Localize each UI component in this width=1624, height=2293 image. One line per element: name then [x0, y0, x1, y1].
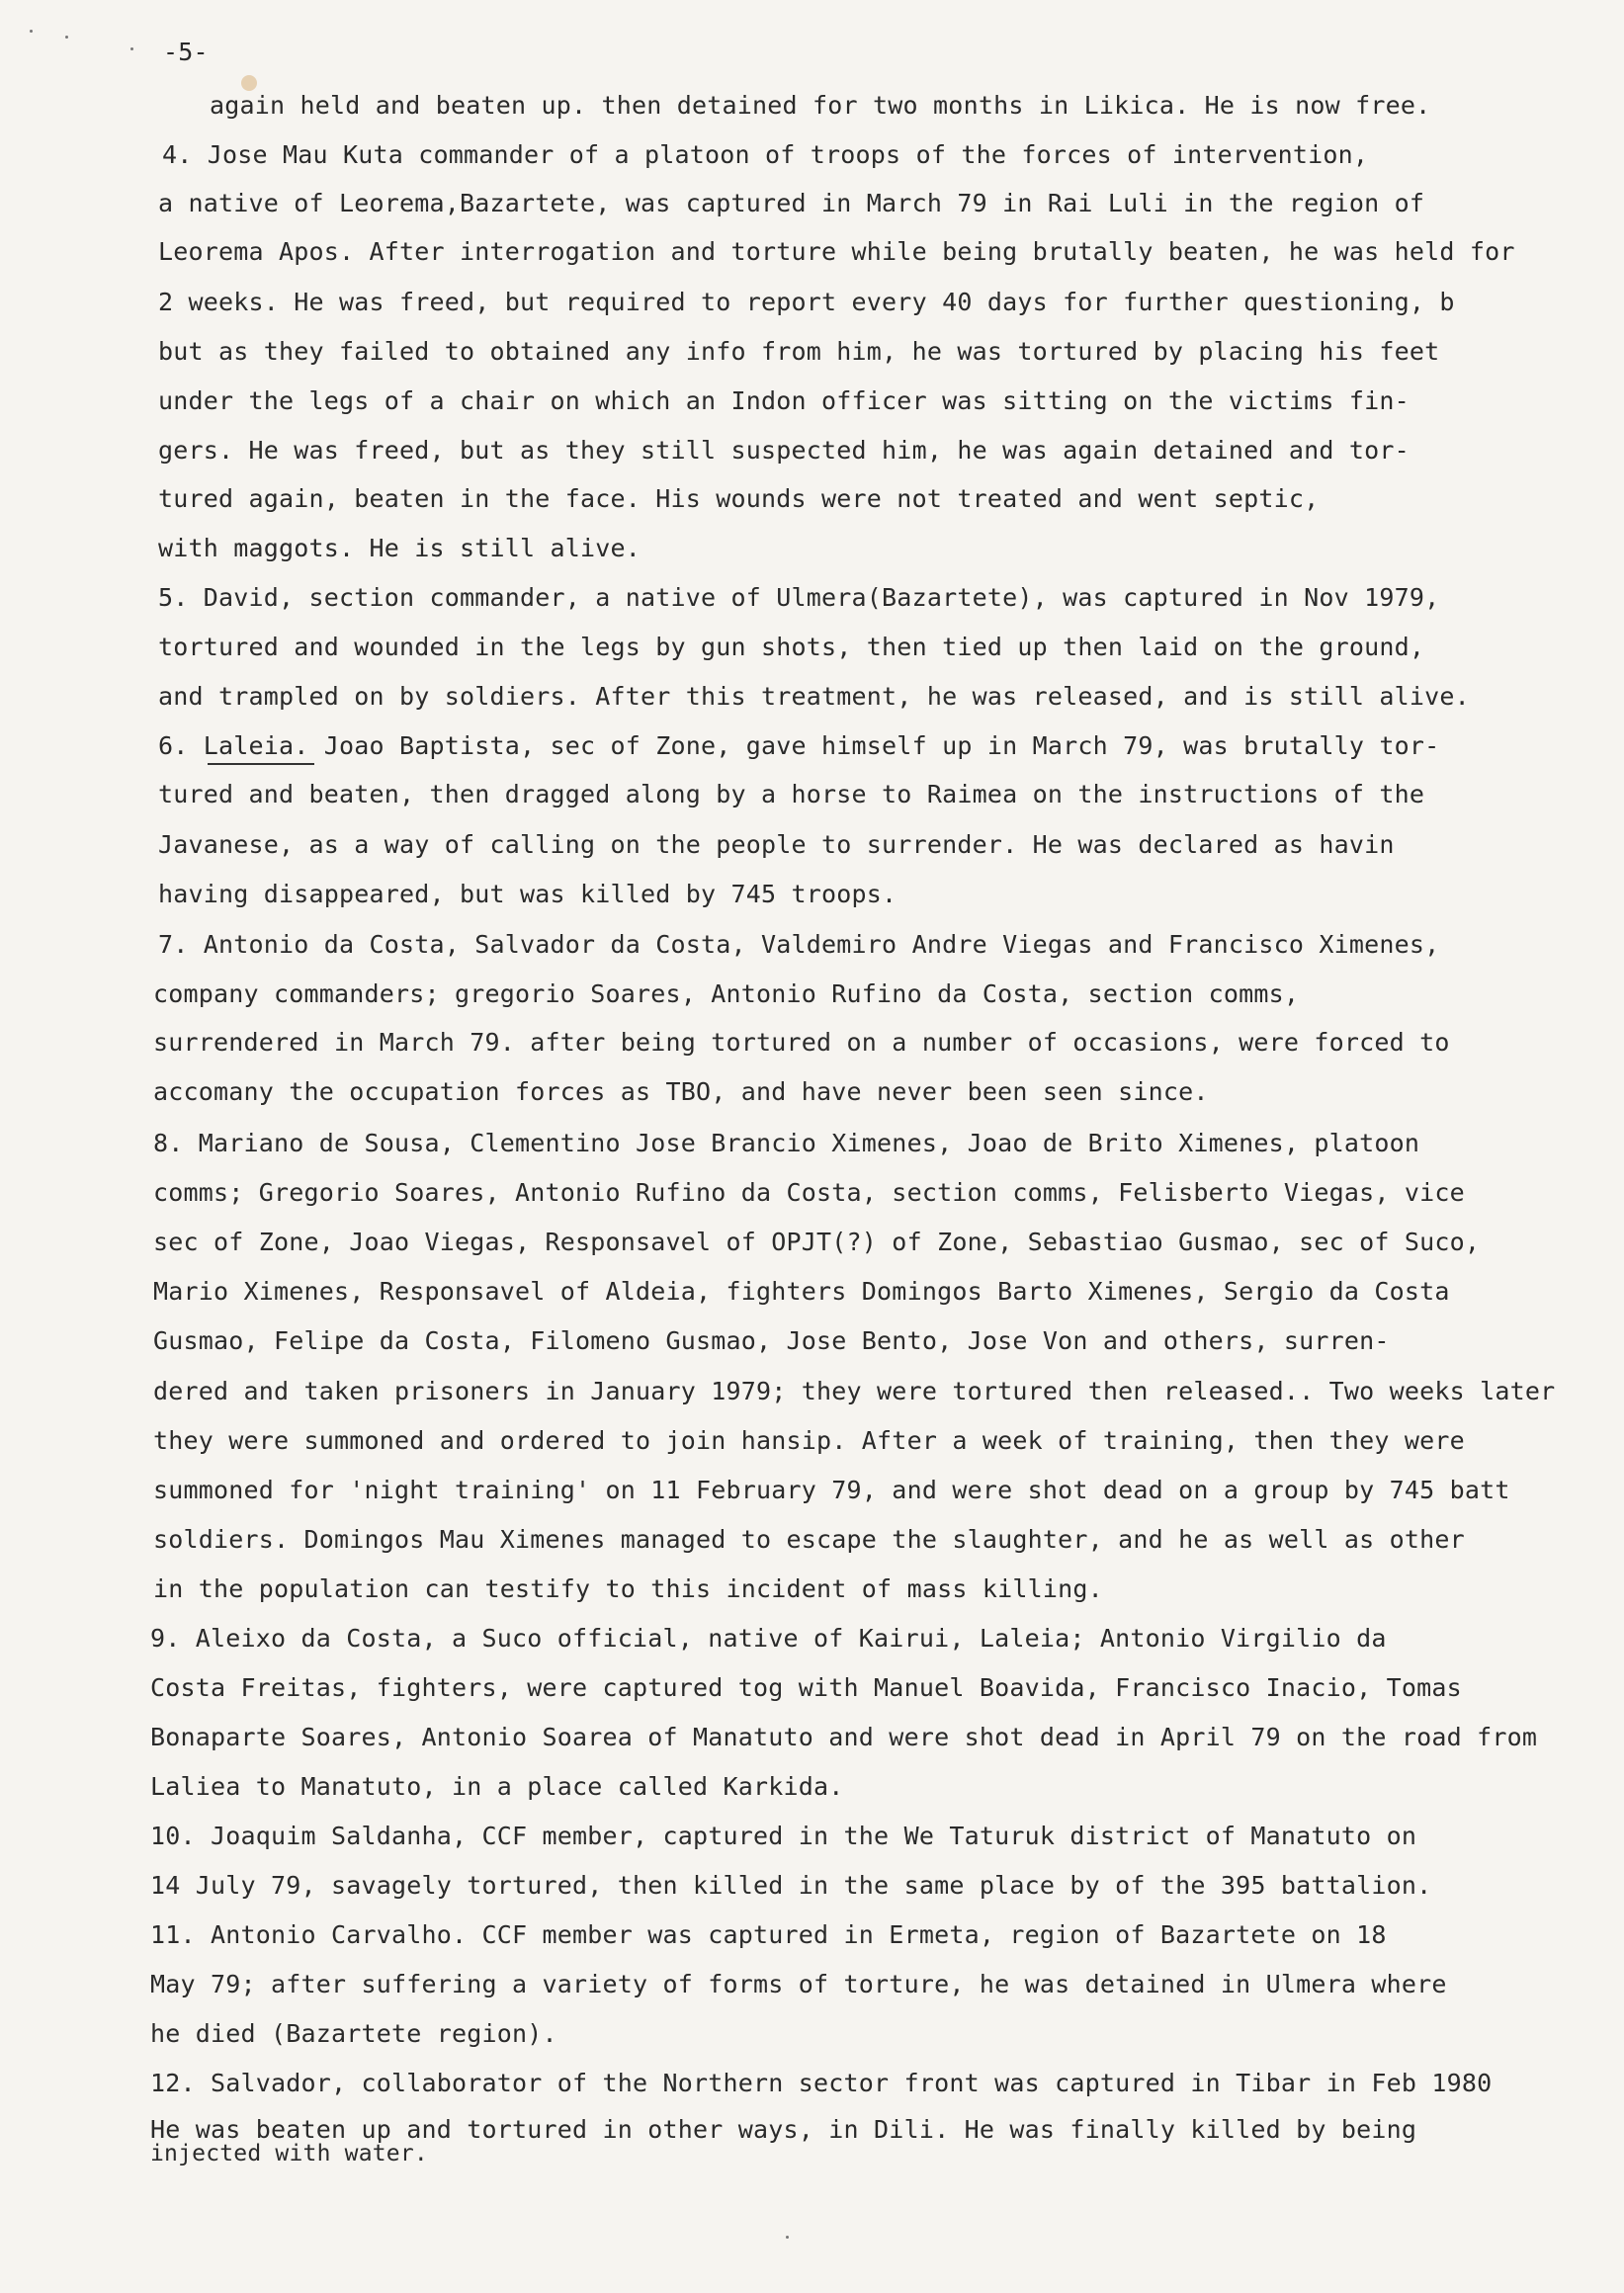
text-line: tured and beaten, then dragged along by a horse to Raimea on the instructions of the: [158, 780, 1425, 808]
text-line: a native of Leorema,Bazartete, was captured in March 79 in Rai Luli in the region of: [158, 189, 1425, 217]
text-line: 6. Laleia. Joao Baptista, sec of Zone, gave himself up in March 79, was brutally tor-: [158, 731, 1440, 760]
text-line: 14 July 79, savagely tortured, then killed in the same place by of the 395 battalion.: [150, 1871, 1432, 1900]
text-line: 9. Aleixo da Costa, a Suco official, native of Kairui, Laleia; Antonio Virgilio da: [150, 1624, 1387, 1653]
text-line: 10. Joaquim Saldanha, CCF member, captured in the We Taturuk district of Manatuto on: [150, 1822, 1417, 1850]
text-line: 2 weeks. He was freed, but required to report every 40 days for further questioning, b: [158, 288, 1455, 316]
text-line: May 79; after suffering a variety of forms of torture, he was detained in Ulmera where: [150, 1970, 1447, 1998]
margin-speck: [65, 36, 68, 39]
text-line: with maggots. He is still alive.: [158, 534, 641, 562]
text-line: tured again, beaten in the face. His wounds were not treated and went septic,: [158, 484, 1320, 513]
page-number: -5-: [163, 38, 209, 66]
text-line: again held and beaten up. then detained for two months in Likica. He is now free.: [210, 91, 1431, 120]
text-line: but as they failed to obtained any info from him, he was tortured by placing his feet: [158, 337, 1440, 366]
text-line: accomany the occupation forces as TBO, and have never been seen since.: [153, 1077, 1209, 1106]
text-line: summoned for 'night training' on 11 February 79, and were shot dead on a group by 745 batt: [153, 1476, 1510, 1504]
text-line: having disappeared, but was killed by 745 troops.: [158, 880, 897, 908]
text-line: Laliea to Manatuto, in a place called Karkida.: [150, 1772, 844, 1801]
text-line: he died (Bazartete region).: [150, 2019, 557, 2048]
text-line: injected with water.: [150, 2141, 428, 2166]
margin-speck: [130, 47, 133, 50]
text-line: Leorema Apos. After interrogation and torture while being brutally beaten, he was held for: [158, 237, 1515, 266]
text-line: they were summoned and ordered to join hansip. After a week of training, then they were: [153, 1426, 1465, 1455]
text-line: Javanese, as a way of calling on the people to surrender. He was declared as havin: [158, 830, 1395, 859]
text-line: under the legs of a chair on which an Indon officer was sitting on the victims fin-: [158, 386, 1410, 415]
text-line: 5. David, section commander, a native of Ulmera(Bazartete), was captured in Nov 1979,: [158, 583, 1440, 612]
text-line: 12. Salvador, collaborator of the Northern sector front was captured in Tibar in Feb 1980: [150, 2069, 1493, 2097]
margin-speck: [786, 2236, 789, 2239]
ink-stain: [241, 75, 257, 91]
text-line: tortured and wounded in the legs by gun shots, then tied up then laid on the ground,: [158, 633, 1425, 661]
text-line: comms; Gregorio Soares, Antonio Rufino da Costa, section comms, Felisberto Viegas, vice: [153, 1178, 1465, 1207]
text-line: Mario Ximenes, Responsavel of Aldeia, fighters Domingos Barto Ximenes, Sergio da Costa: [153, 1277, 1450, 1306]
text-line: soldiers. Domingos Mau Ximenes managed to escape the slaughter, and he as well as other: [153, 1525, 1465, 1554]
text-line: 11. Antonio Carvalho. CCF member was captured in Ermeta, region of Bazartete on 18: [150, 1920, 1387, 1949]
text-line: 8. Mariano de Sousa, Clementino Jose Brancio Ximenes, Joao de Brito Ximenes, platoon: [153, 1129, 1420, 1157]
text-line: sec of Zone, Joao Viegas, Responsavel of OPJT(?) of Zone, Sebastiao Gusmao, sec of Suco,: [153, 1228, 1481, 1256]
text-line: 4. Jose Mau Kuta commander of a platoon of troops of the forces of intervention,: [162, 140, 1369, 169]
text-line: in the population can testify to this incident of mass killing.: [153, 1574, 1103, 1603]
text-line: 7. Antonio da Costa, Salvador da Costa, Valdemiro Andre Viegas and Francisco Ximenes,: [158, 930, 1440, 959]
text-line: Bonaparte Soares, Antonio Soarea of Manatuto and were shot dead in April 79 on the road from: [150, 1723, 1538, 1751]
text-line: surrendered in March 79. after being tortured on a number of occasions, were forced to: [153, 1028, 1450, 1057]
text-line: He was beaten up and tortured in other ways, in Dili. He was finally killed by being: [150, 2115, 1417, 2144]
text-line: gers. He was freed, but as they still suspected him, he was again detained and tor-: [158, 436, 1410, 465]
text-line: Costa Freitas, fighters, were captured tog with Manuel Boavida, Francisco Inacio, Tomas: [150, 1673, 1462, 1702]
text-line: dered and taken prisoners in January 1979; they were tortured then released.. Two weeks later: [153, 1377, 1556, 1405]
margin-speck: [30, 30, 33, 33]
text-line: Gusmao, Felipe da Costa, Filomeno Gusmao, Jose Bento, Jose Von and others, surren-: [153, 1326, 1390, 1355]
text-line: and trampled on by soldiers. After this treatment, he was released, and is still alive.: [158, 682, 1470, 711]
handwritten-underline: [208, 763, 314, 765]
text-line: company commanders; gregorio Soares, Antonio Rufino da Costa, section comms,: [153, 979, 1300, 1008]
